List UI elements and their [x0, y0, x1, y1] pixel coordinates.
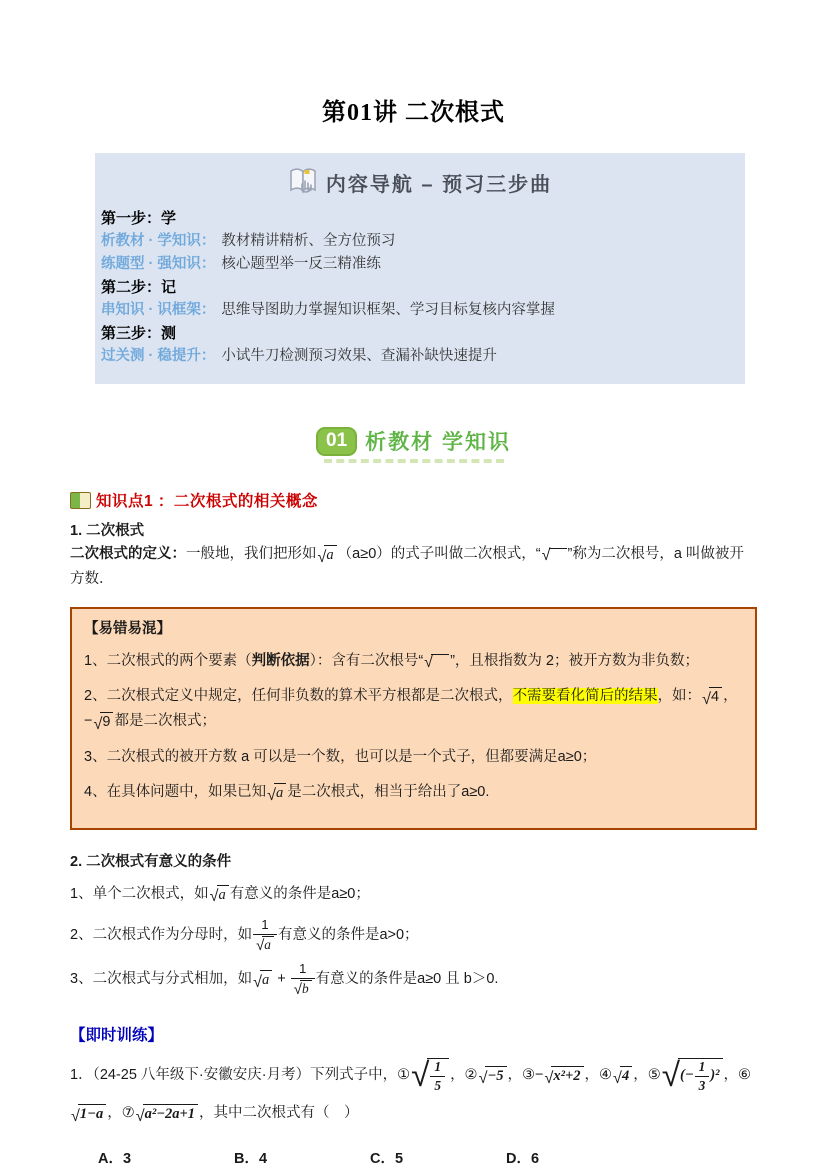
- nav-item-desc: 核心题型举一反三精准练: [221, 256, 381, 272]
- page-title: 第01讲 二次根式: [322, 100, 505, 126]
- warn-bold-text: 判断依据: [251, 652, 310, 669]
- fraction-1-over-sqrt-b: 1 √ b: [291, 961, 315, 997]
- instant-training-label: 【即时训练】: [70, 1027, 164, 1045]
- question-text: 1．（24-25 八年级下·安徽安庆·月考）下列式子中，①: [70, 1067, 411, 1084]
- nav-header-label: 内容导航 – 预习三步曲: [325, 173, 553, 196]
- question-text: ，其中二次根式有（ ）: [199, 1105, 359, 1122]
- definition-text: 一般地，我们把形如: [186, 546, 317, 562]
- sqrt-a: √ a: [256, 936, 274, 954]
- condition-1: [70, 879, 757, 909]
- sqrt-a: √ a: [318, 545, 337, 564]
- option-c: C．5: [370, 1150, 404, 1167]
- question-text: ，⑤: [633, 1067, 661, 1084]
- sqrt-4: √ 4: [702, 687, 722, 706]
- warn-text: 4、在具体问题中，如果已知: [84, 784, 267, 801]
- condition-3: [70, 961, 757, 997]
- condition-text: 1、单个二次根式，如: [70, 885, 209, 902]
- nav-item-tag: 串知识 · 识框架：: [101, 302, 216, 318]
- open-book-hand-icon: [288, 167, 322, 197]
- condition-text: 有意义的条件是a>0；: [277, 927, 419, 944]
- sqrt-x2plus2: √ x²+2: [545, 1066, 584, 1085]
- warn-text: ”，且根指数为 2；被开方数为非负数；: [450, 652, 699, 669]
- question-text: ，⑥: [723, 1067, 751, 1084]
- sqrt-frac-1-5: √ $\frac{1}{5}$: [411, 1058, 449, 1093]
- warn-text: 1、二次根式的两个要素（: [84, 652, 252, 669]
- answer-options: [70, 1147, 757, 1168]
- sqrt-9: √ 9: [93, 712, 113, 731]
- sqrt-a: √ a: [210, 885, 229, 904]
- nav-header: [95, 167, 745, 197]
- nav-item: [95, 299, 745, 322]
- nav-step-1: 第一步：学: [101, 210, 177, 227]
- fraction-1-over-sqrt-a: 1 √ a: [253, 917, 277, 953]
- definition-text: ”称为二次根号，a 叫做被开方数．: [70, 546, 744, 588]
- section-banner: [70, 426, 757, 463]
- knowledge-point-heading: [70, 489, 757, 511]
- nav-item: [95, 230, 745, 253]
- notebook-icon: [70, 492, 91, 509]
- radical-sign-icon: [424, 653, 449, 669]
- sqrt-b: √ b: [294, 980, 312, 998]
- nav-item-desc: 教材精讲精析、全方位预习: [221, 233, 396, 249]
- common-mistakes-box: [70, 607, 757, 830]
- warn-text: ，−: [84, 688, 738, 730]
- subsection-title: 1. 二次根式: [70, 523, 145, 539]
- subsection-title: 2. 二次根式有意义的条件: [70, 853, 232, 870]
- option-b: B．4: [234, 1150, 268, 1167]
- nav-step-3: 第三步：测: [101, 325, 177, 342]
- warn-text: ）：含有二次根号“: [309, 652, 424, 669]
- definition-paragraph: [70, 542, 757, 593]
- nav-item-tag: 过关测 · 稳提升：: [101, 348, 216, 364]
- banner-dashed-underline: [324, 459, 504, 463]
- nav-item-tag: 练题型 · 强知识：: [101, 256, 216, 272]
- content-navigation-box: [95, 153, 745, 384]
- sqrt-neg-third-squared: √ (− $\frac{1}{3}$ )²: [662, 1058, 723, 1093]
- definition-label: 二次根式的定义：: [70, 546, 186, 562]
- condition-text: 有意义的条件是a≥0；: [229, 885, 370, 902]
- warn-text: 2、二次根式定义中规定，任何非负数的算术平方根都是二次根式，: [84, 688, 513, 705]
- condition-text: 有意义的条件是a≥0 且 b＞0.: [315, 971, 499, 988]
- sqrt-a2-2a-1: √ a²−2a+1: [136, 1104, 198, 1123]
- condition-text: 2、二次根式作为分母时，如: [70, 927, 253, 944]
- plus-sign: +: [277, 971, 286, 988]
- sqrt-a: √ a: [267, 783, 286, 802]
- warn-text: 是二次根式，相当于给出了a≥0.: [287, 784, 490, 801]
- question-text: ，②: [450, 1067, 478, 1084]
- knowledge-point-title: 知识点1 ：二次根式的相关概念: [96, 493, 318, 510]
- condition-text: 3、二次根式与分式相加，如: [70, 971, 253, 988]
- warn-item-4: [84, 780, 743, 805]
- sqrt-neg5: √ −5: [479, 1066, 507, 1085]
- nav-step-2: 第二步：记: [101, 279, 177, 296]
- section-number-badge: 01: [316, 427, 357, 456]
- option-d: D．6: [506, 1150, 540, 1167]
- question-1: [70, 1057, 757, 1132]
- warn-text: 都是二次根式；: [114, 713, 216, 730]
- question-text: ，④: [584, 1067, 613, 1084]
- nav-item-desc: 思维导图助力掌握知识框架、学习目标复核内容掌握: [221, 302, 555, 318]
- radical-sign-icon: [542, 546, 567, 562]
- sqrt-4: √ 4: [613, 1066, 632, 1085]
- highlighted-text: 不需要看化简后的结果: [512, 688, 658, 705]
- nav-item: [95, 345, 745, 368]
- nav-item-tag: 析教材 · 学知识：: [101, 233, 216, 249]
- warn-item-3: 3、二次根式的被开方数 a 可以是一个数，也可以是一个式子，但都要满足a≥0；: [84, 748, 597, 765]
- section-banner-title: 析教材 学知识: [365, 431, 511, 454]
- warn-text: ，如：: [657, 688, 702, 705]
- sqrt-a: √ a: [253, 970, 272, 989]
- nav-item: [95, 253, 745, 276]
- question-text: ，③−: [507, 1067, 544, 1084]
- warn-item-1: [84, 649, 743, 674]
- definition-text: （a≥0）的式子叫做二次根式，“: [337, 546, 541, 562]
- warn-box-title: 【易错易混】: [84, 620, 171, 637]
- nav-item-desc: 小试牛刀检测预习效果、查漏补缺快速提升: [221, 348, 497, 364]
- sqrt-1-minus-a: √ 1−a: [71, 1104, 106, 1123]
- condition-2: [70, 917, 757, 953]
- question-text: ，⑦: [107, 1105, 135, 1122]
- warn-item-2: [84, 684, 743, 733]
- option-a: A．3: [98, 1150, 132, 1167]
